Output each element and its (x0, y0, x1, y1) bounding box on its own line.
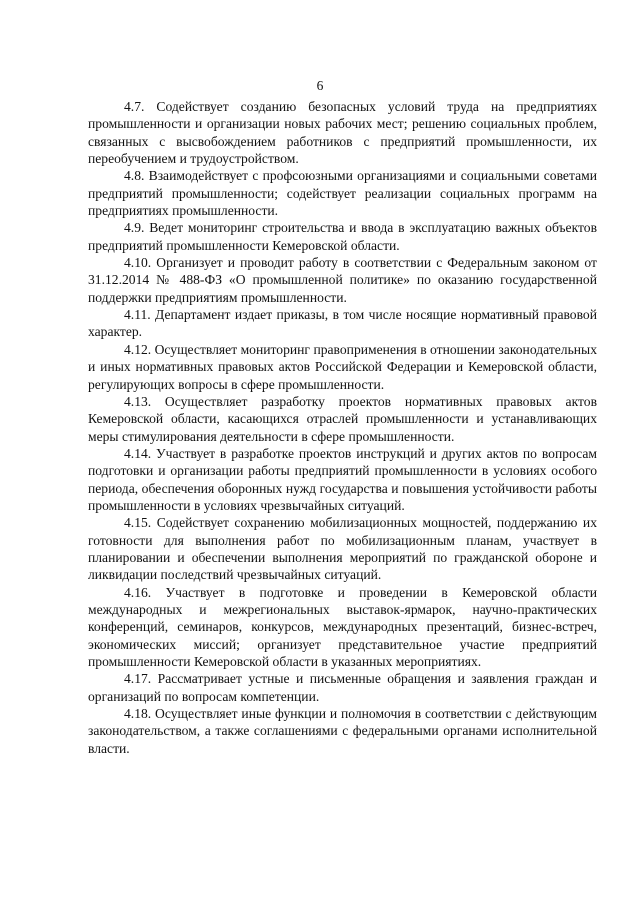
paragraph-4-14: 4.14. Участвует в разработке проектов инструкций и других актов по вопросам подготовки и организации работы предприятий промышленности в условиях особого периода, обеспечения оборонных нужд государства и повышения устойчивости работы промышленности в условиях чрезвычайных ситуаций. (88, 445, 597, 513)
paragraph-4-17: 4.17. Рассматривает устные и письменные обращения и заявления граждан и организаций по вопросам компетенции. (88, 671, 597, 704)
paragraph-4-15: 4.15. Содействует сохранению мобилизационных мощностей, поддержанию их готовности для выполнения работ по мобилизационным планам, участвует в планировании и обеспечении выполнения мероприятий по гражданской обороне и ликвидации последствий чрезвычайных ситуаций. (88, 515, 597, 583)
paragraph-4-18: 4.18. Осуществляет иные функции и полномочия в соответствии с действующим законодательством, а также соглашениями с федеральными органами исполнительной власти. (88, 706, 597, 756)
paragraph-4-9: 4.9. Ведет мониторинг строительства и ввода в эксплуатацию важных объектов предприятий промышленности Кемеровской области. (88, 220, 597, 253)
paragraph-4-16: 4.16. Участвует в подготовке и проведении в Кемеровской области международных и межрегиональных выставок-ярмарок, научно-практических конференций, семинаров, конкурсов, международных презентаций, бизнес-встреч, экономических миссий; организует представительное участие предприятий промышленности Кемеровской области в указанных мероприятиях. (88, 584, 597, 669)
paragraph-4-11: 4.11. Департамент издает приказы, в том числе носящие нормативный правовой характер. (88, 307, 597, 340)
paragraph-4-13: 4.13. Осуществляет разработку проектов нормативных правовых актов Кемеровской области, касающихся отраслей промышленности и устанавливающих меры стимулирования деятельности в сфере промышленности. (88, 393, 597, 444)
paragraph-4-8: 4.8. Взаимодействует с профсоюзными организациями и социальными советами предприятий промышленности; содействует реализации социальных программ на предприятиях промышленности. (88, 168, 597, 219)
paragraph-4-7: 4.7. Содействует созданию безопасных условий труда на предприятиях промышленности и организации новых рабочих мест; решению социальных проблем, связанных с высвобождением работников с предприятий промышленности, их переобучением и трудоустройством. (88, 99, 597, 167)
document-body (88, 98, 597, 757)
paragraph-4-12: 4.12. Осуществляет мониторинг правоприменения в отношении законодательных и иных нормативных правовых актов Российской Федерации и Кемеровской области, регулирующих вопросы в сфере промышленности. (88, 341, 597, 392)
page-number: 6 (316, 78, 324, 93)
paragraph-4-10: 4.10. Организует и проводит работу в соответствии с Федеральным законом от 31.12.2014 № 488-ФЗ «О промышленной политике» по оказанию государственной поддержки предприятиям промышленности. (88, 255, 597, 305)
